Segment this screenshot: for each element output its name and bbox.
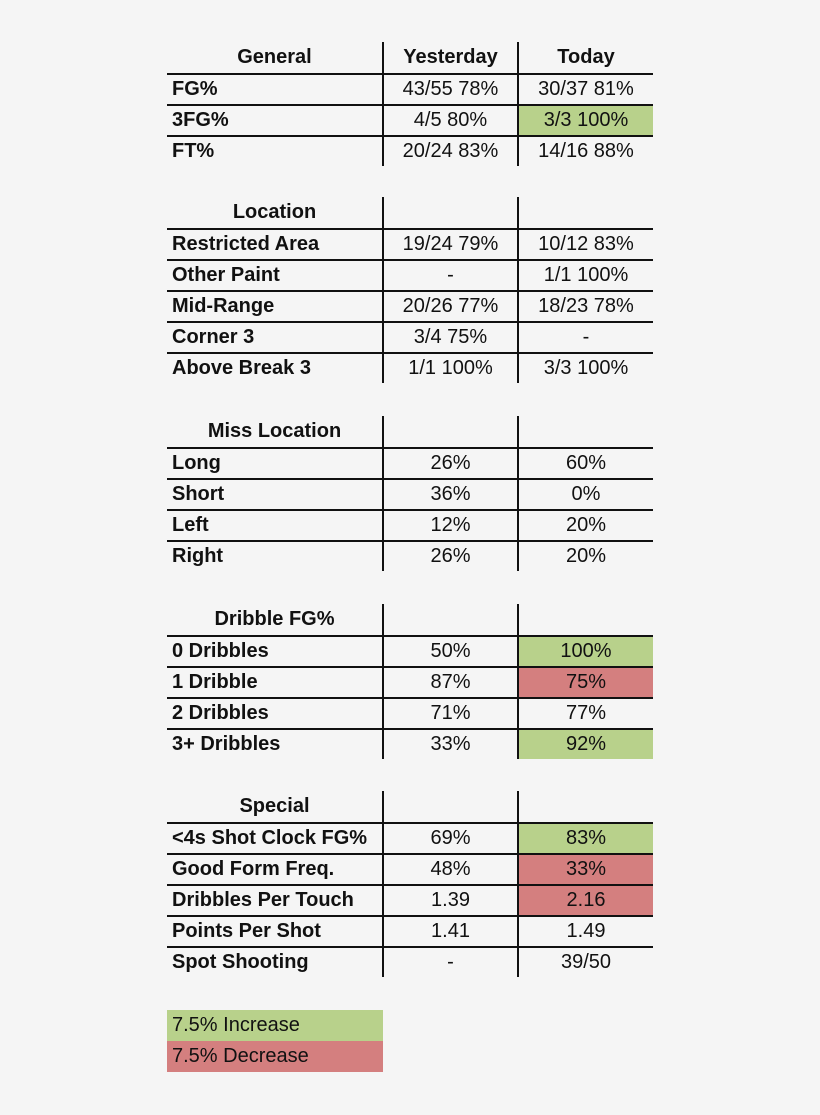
yesterday-value: 19/24 79% bbox=[382, 230, 517, 259]
section-header bbox=[167, 42, 653, 73]
today-value: - bbox=[517, 323, 653, 352]
table-row bbox=[167, 853, 653, 884]
row-label: Corner 3 bbox=[172, 326, 255, 348]
col-yesterday-header bbox=[382, 604, 517, 635]
row-label: <4s Shot Clock FG% bbox=[172, 827, 368, 849]
section-header bbox=[167, 416, 653, 447]
yesterday-value: 4/5 80% bbox=[382, 106, 517, 135]
today-value: 10/12 83% bbox=[517, 230, 653, 259]
yesterday-value: 71% bbox=[382, 699, 517, 728]
row-label: 3FG% bbox=[172, 109, 229, 131]
yesterday-value: - bbox=[382, 261, 517, 290]
col-yesterday-header bbox=[382, 791, 517, 822]
section-title: Miss Location bbox=[207, 420, 342, 442]
table-row bbox=[167, 915, 653, 946]
col-today-header bbox=[517, 791, 653, 822]
table-row bbox=[167, 728, 653, 759]
yesterday-value: 12% bbox=[382, 511, 517, 540]
today-value: 30/37 81% bbox=[517, 75, 653, 104]
today-value: 20% bbox=[517, 511, 653, 540]
table-row bbox=[167, 540, 653, 571]
today-value: 1.49 bbox=[517, 917, 653, 946]
yesterday-value: 87% bbox=[382, 668, 517, 697]
table-row bbox=[167, 228, 653, 259]
today-value: 39/50 bbox=[517, 948, 653, 977]
table-row bbox=[167, 635, 653, 666]
row-label: 2 Dribbles bbox=[172, 702, 269, 724]
yesterday-value: 3/4 75% bbox=[382, 323, 517, 352]
table-row bbox=[167, 104, 653, 135]
yesterday-value: 33% bbox=[382, 730, 517, 759]
table-row bbox=[167, 321, 653, 352]
table-row bbox=[167, 352, 653, 383]
yesterday-value: 50% bbox=[382, 637, 517, 666]
row-label: Left bbox=[172, 514, 209, 536]
today-value: 60% bbox=[517, 449, 653, 478]
row-label: Spot Shooting bbox=[172, 951, 309, 973]
row-label: Good Form Freq. bbox=[172, 858, 335, 880]
col-today-header: Today bbox=[517, 42, 653, 73]
yesterday-value: 36% bbox=[382, 480, 517, 509]
table-row bbox=[167, 666, 653, 697]
row-label: 1 Dribble bbox=[172, 671, 258, 693]
yesterday-value: 43/55 78% bbox=[382, 75, 517, 104]
table-row bbox=[167, 290, 653, 321]
section-location bbox=[167, 197, 653, 383]
table-row bbox=[167, 946, 653, 977]
section-special bbox=[167, 791, 653, 977]
row-label: Other Paint bbox=[172, 264, 280, 286]
row-label: FG% bbox=[172, 78, 218, 100]
yesterday-value: 20/26 77% bbox=[382, 292, 517, 321]
today-value: 100% bbox=[517, 637, 653, 666]
section-header bbox=[167, 791, 653, 822]
col-today-header bbox=[517, 604, 653, 635]
today-value: 33% bbox=[517, 855, 653, 884]
row-label: 3+ Dribbles bbox=[172, 733, 281, 755]
yesterday-value: 48% bbox=[382, 855, 517, 884]
yesterday-value: 1/1 100% bbox=[382, 354, 517, 383]
yesterday-value: 26% bbox=[382, 449, 517, 478]
today-value: 2.16 bbox=[517, 886, 653, 915]
today-value: 0% bbox=[517, 480, 653, 509]
today-value: 18/23 78% bbox=[517, 292, 653, 321]
table-row bbox=[167, 447, 653, 478]
today-value: 3/3 100% bbox=[517, 106, 653, 135]
legend bbox=[167, 1010, 383, 1072]
col-yesterday-header bbox=[382, 416, 517, 447]
yesterday-value: 26% bbox=[382, 542, 517, 571]
row-label: Right bbox=[172, 545, 224, 567]
col-today-header bbox=[517, 197, 653, 228]
table-row bbox=[167, 509, 653, 540]
table-row bbox=[167, 478, 653, 509]
row-label: Points Per Shot bbox=[172, 920, 321, 942]
today-value: 77% bbox=[517, 699, 653, 728]
row-label: FT% bbox=[172, 140, 215, 162]
table-row bbox=[167, 884, 653, 915]
row-label: Long bbox=[172, 452, 221, 474]
today-value: 3/3 100% bbox=[517, 354, 653, 383]
table-row bbox=[167, 697, 653, 728]
today-value: 75% bbox=[517, 668, 653, 697]
today-value: 92% bbox=[517, 730, 653, 759]
row-label: Above Break 3 bbox=[172, 357, 311, 379]
yesterday-value: 1.39 bbox=[382, 886, 517, 915]
col-yesterday-header bbox=[382, 197, 517, 228]
section-dribble-fg- bbox=[167, 604, 653, 759]
legend-increase: 7.5% Increase bbox=[167, 1010, 383, 1041]
table-row bbox=[167, 73, 653, 104]
yesterday-value: 69% bbox=[382, 824, 517, 853]
yesterday-value: 1.41 bbox=[382, 917, 517, 946]
section-title: Location bbox=[232, 201, 317, 223]
section-miss-location bbox=[167, 416, 653, 571]
legend-decrease: 7.5% Decrease bbox=[167, 1041, 383, 1072]
section-title: Special bbox=[239, 795, 310, 817]
today-value: 1/1 100% bbox=[517, 261, 653, 290]
col-today-header bbox=[517, 416, 653, 447]
section-title: General bbox=[237, 46, 312, 68]
today-value: 14/16 88% bbox=[517, 137, 653, 166]
row-label: 0 Dribbles bbox=[172, 640, 269, 662]
col-yesterday-header: Yesterday bbox=[382, 42, 517, 73]
table-row bbox=[167, 822, 653, 853]
yesterday-value: 20/24 83% bbox=[382, 137, 517, 166]
row-label: Restricted Area bbox=[172, 233, 320, 255]
today-value: 83% bbox=[517, 824, 653, 853]
yesterday-value: - bbox=[382, 948, 517, 977]
row-label: Short bbox=[172, 483, 225, 505]
section-title: Dribble FG% bbox=[214, 608, 335, 630]
today-value: 20% bbox=[517, 542, 653, 571]
row-label: Mid-Range bbox=[172, 295, 275, 317]
row-label: Dribbles Per Touch bbox=[172, 889, 354, 911]
section-header bbox=[167, 197, 653, 228]
table-row bbox=[167, 135, 653, 166]
section-header bbox=[167, 604, 653, 635]
table-row bbox=[167, 259, 653, 290]
section-general bbox=[167, 42, 653, 166]
